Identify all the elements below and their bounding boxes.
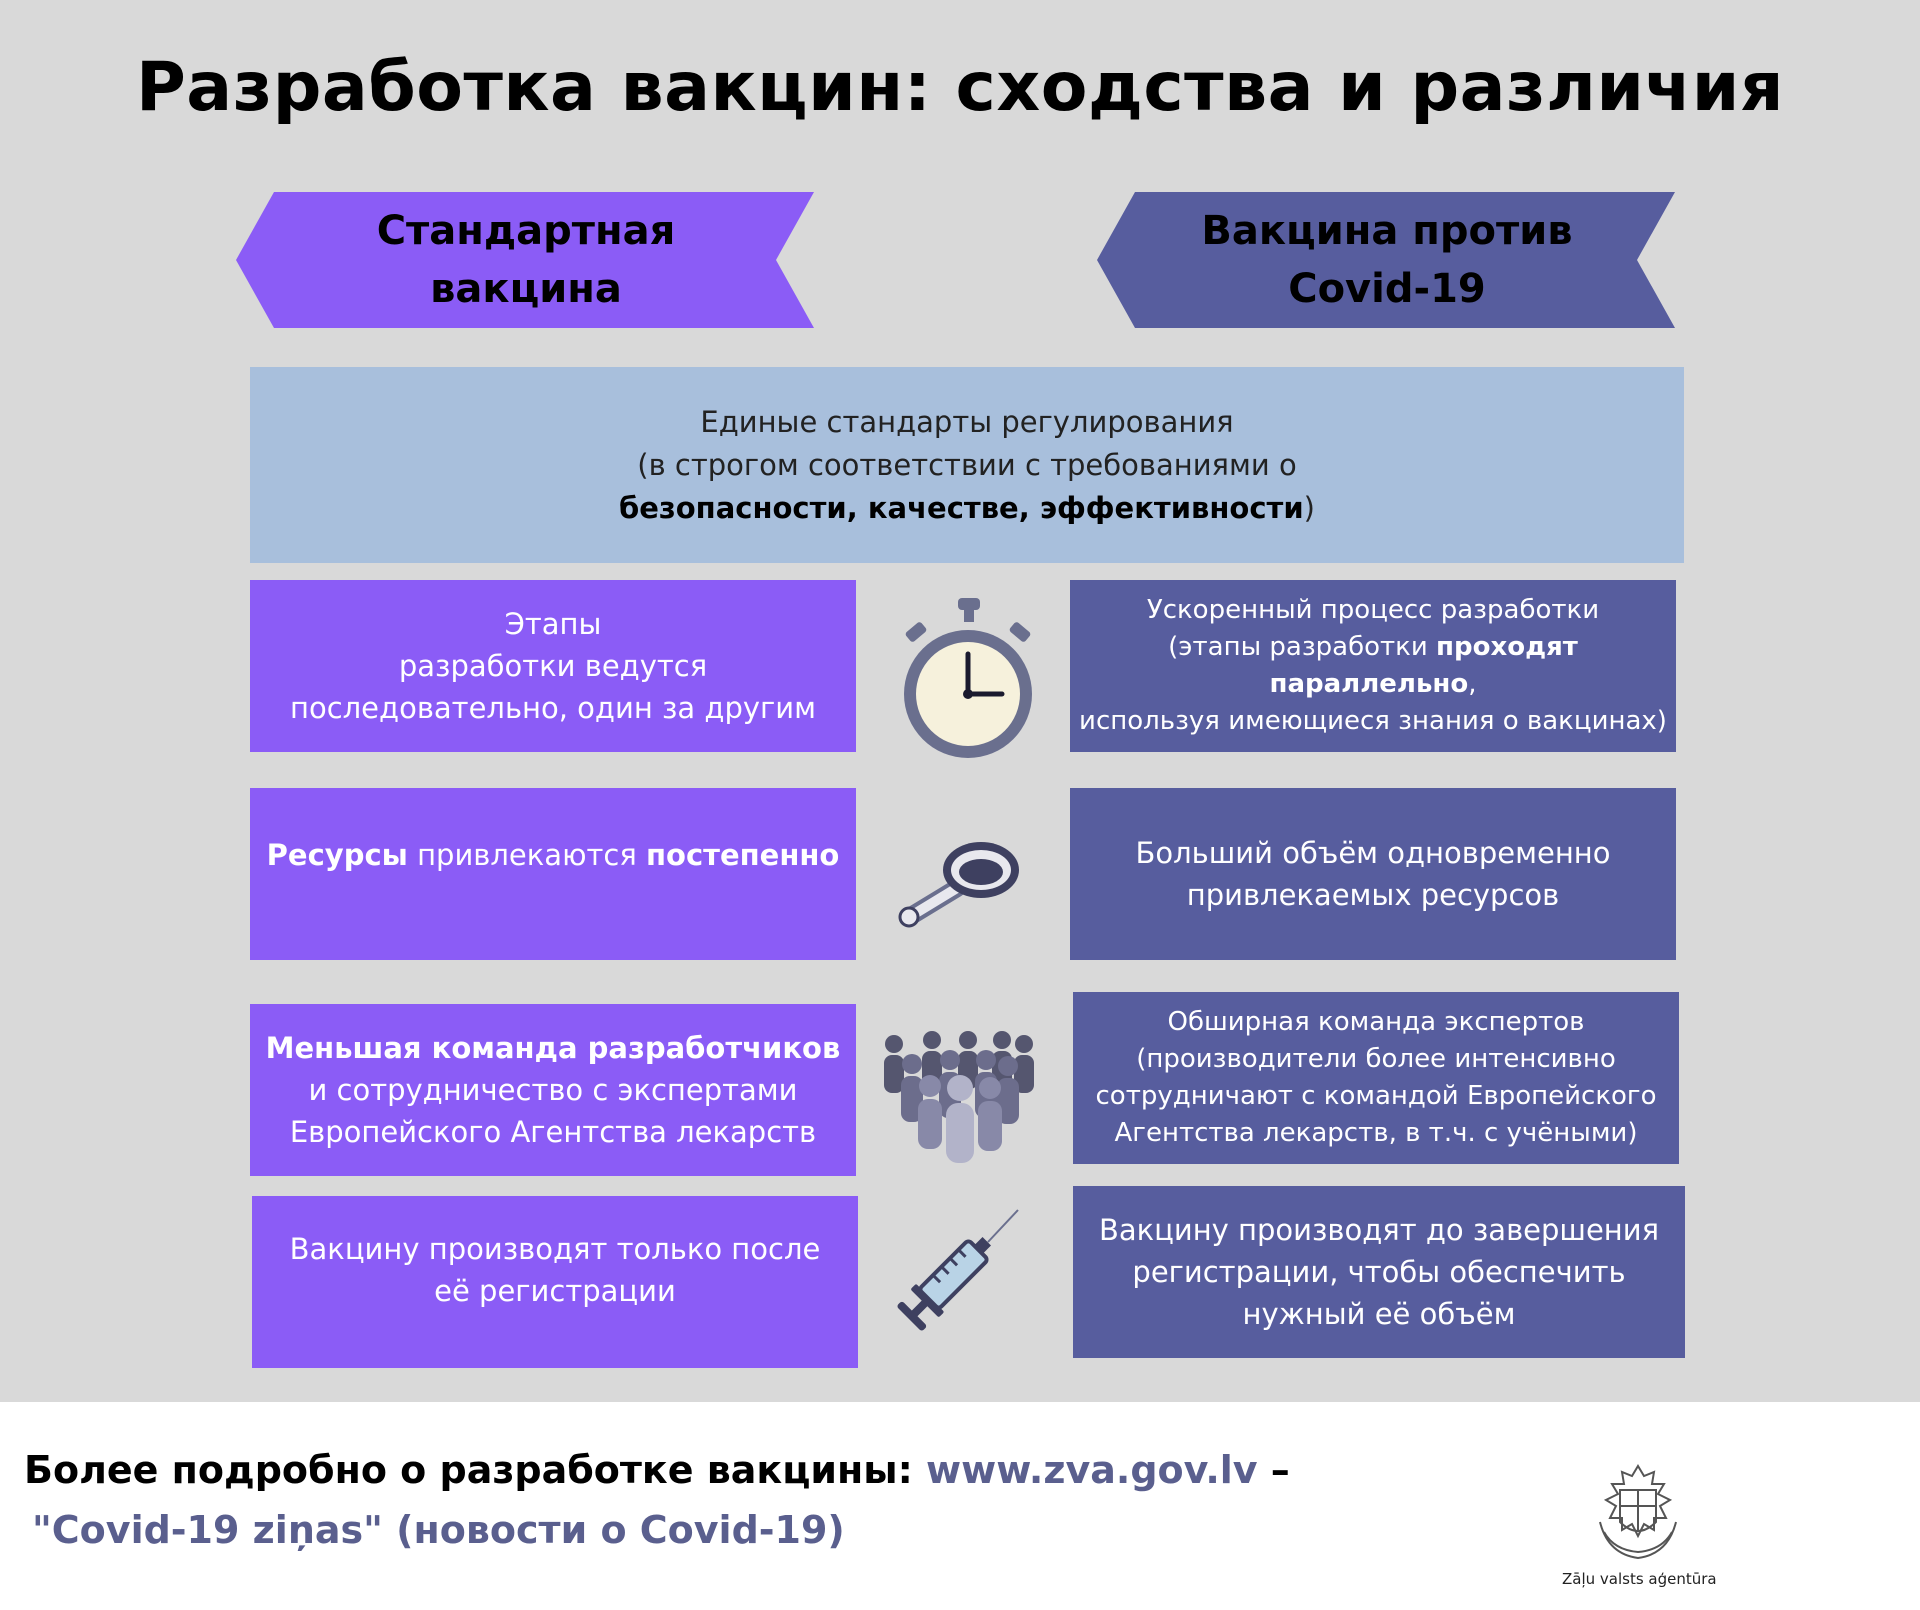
row2-standard-line-1 — [267, 834, 840, 876]
row1-covid-cell — [1070, 580, 1676, 752]
footer-dash: – — [1257, 1448, 1290, 1492]
row2-standard-bold-2: постепенно — [645, 838, 840, 872]
agency-emblem-icon — [1590, 1462, 1686, 1568]
banner-covid-label: Вакцина против Covid-19 — [1201, 208, 1573, 312]
banner-standard-label: Стандартная вакцина — [376, 208, 676, 312]
footer-text: Более подробно о разработке вакцины: — [24, 1448, 927, 1492]
shared-line-1: Единые стандарты регулирования — [700, 404, 1234, 439]
row1-standard-line-3: последовательно, один за другим — [290, 691, 816, 725]
shared-line-3 — [619, 487, 1315, 530]
magnifier-icon — [893, 836, 1023, 940]
row2-standard-mid: привлекаются — [407, 838, 646, 872]
footer-line-1 — [24, 1448, 1290, 1492]
row3-standard-line-2: и сотрудничество с экспертами — [308, 1073, 798, 1107]
footer-news-link[interactable]: "Covid-19 ziņas" (новости о Covid-19) — [32, 1508, 845, 1552]
row3-standard-cell — [250, 1004, 856, 1176]
row2-standard-bold-1: Ресурсы — [266, 838, 408, 872]
row3-covid-cell — [1073, 992, 1679, 1164]
row1-covid-line-2-pre: (этапы разработки — [1168, 632, 1437, 662]
row2-covid-cell — [1070, 788, 1676, 960]
syringe-icon — [890, 1208, 1020, 1344]
stopwatch-icon — [898, 596, 1038, 770]
row4-standard-line-1: Вакцину производят только после — [289, 1232, 821, 1266]
shared-line-2: (в строгом соответствии с требованиями о — [637, 447, 1297, 482]
footer-website-link[interactable]: www.zva.gov.lv — [926, 1448, 1258, 1492]
row1-standard-cell — [250, 580, 856, 752]
shared-standards-box — [250, 367, 1684, 563]
team-icon — [880, 1030, 1036, 1168]
agency-caption: Zāļu valsts aģentūra — [1562, 1570, 1717, 1588]
row4-standard-line-2: её регистрации — [434, 1274, 676, 1308]
row4-standard-cell — [252, 1196, 858, 1368]
shared-line-3-tail: ) — [1303, 490, 1315, 525]
row3-covid-line-2: (производители более интенсивно — [1136, 1044, 1616, 1074]
row1-covid-line-1: Ускоренный процесс разработки — [1146, 595, 1600, 625]
row2-covid-line-2: привлекаемых ресурсов — [1186, 878, 1560, 912]
row1-covid-line-2 — [1070, 629, 1676, 703]
row3-covid-line-1: Обширная команда экспертов — [1167, 1007, 1585, 1037]
row1-standard-line-2: разработки ведутся — [398, 649, 708, 683]
row1-covid-line-2-bold: проходят параллельно — [1269, 632, 1578, 699]
row4-covid-cell — [1073, 1186, 1685, 1358]
row4-covid-line-3: нужный её объём — [1242, 1297, 1516, 1331]
row2-covid-line-1: Больший объём одновременно — [1135, 836, 1611, 870]
page-title: Разработка вакцин: сходства и различия — [135, 48, 1785, 127]
row1-covid-line-3: используя имеющиеся знания о вакцинах) — [1079, 706, 1667, 736]
row1-covid-line-2-post: , — [1468, 669, 1477, 699]
row3-standard-line-3: Европейского Агентства лекарств — [289, 1115, 817, 1149]
banner-standard-vaccine — [236, 192, 816, 328]
row1-standard-line-1: Этапы — [504, 607, 602, 641]
row3-standard-bold: Меньшая команда разработчиков — [265, 1031, 841, 1065]
row3-standard-line-1 — [266, 1027, 841, 1069]
row3-covid-line-4: Агентства лекарств, в т.ч. с учёными) — [1114, 1118, 1638, 1148]
row2-standard-cell — [250, 788, 856, 960]
shared-line-3-bold: безопасности, качестве, эффективности — [618, 490, 1304, 525]
row4-covid-line-2: регистрации, чтобы обеспечить — [1132, 1255, 1626, 1289]
row4-covid-line-1: Вакцину производят до завершения — [1098, 1213, 1660, 1247]
row3-covid-line-3: сотрудничают с командой Европейского — [1095, 1081, 1657, 1111]
banner-covid-vaccine — [1097, 192, 1677, 328]
